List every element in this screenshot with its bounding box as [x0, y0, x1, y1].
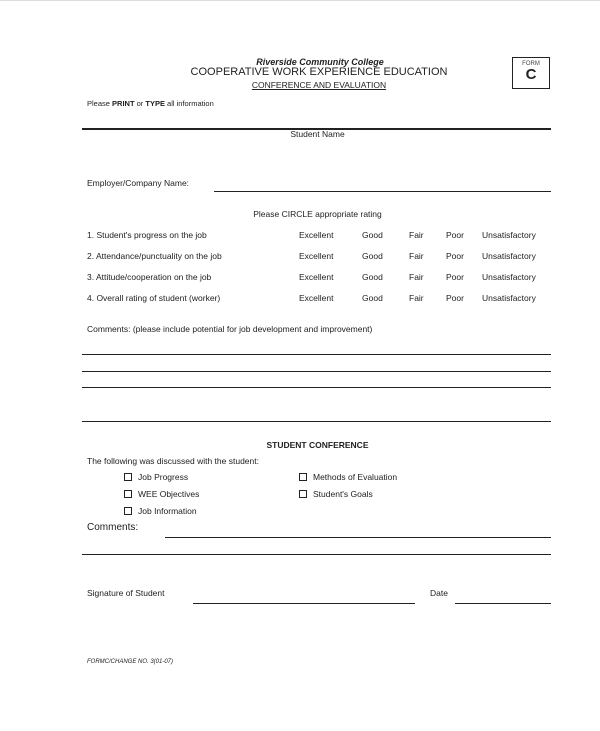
- checkbox-icon[interactable]: [299, 473, 307, 481]
- criterion-label: 2. Attendance/punctuality on the job: [87, 251, 222, 261]
- signature-line[interactable]: [193, 603, 415, 604]
- conference-title: STUDENT CONFERENCE: [266, 440, 369, 450]
- rating-option[interactable]: Good: [362, 251, 383, 261]
- employer-label: Employer/Company Name:: [87, 178, 190, 188]
- employer-line[interactable]: [214, 191, 551, 192]
- comment-line[interactable]: [82, 387, 551, 388]
- rating-option[interactable]: Good: [362, 272, 383, 282]
- checkbox-job-information[interactable]: Job Information: [124, 506, 197, 516]
- rating-option[interactable]: Poor: [446, 293, 464, 303]
- checkbox-job-progress[interactable]: Job Progress: [124, 472, 188, 482]
- comment-line[interactable]: [82, 354, 551, 355]
- rating-option[interactable]: Fair: [409, 272, 424, 282]
- checkbox-methods-of-evaluation[interactable]: Methods of Evaluation: [299, 472, 397, 482]
- rating-option[interactable]: Fair: [409, 293, 424, 303]
- comments-note: Comments: (please include potential for job development and improvement): [87, 324, 373, 334]
- rating-option[interactable]: Poor: [446, 272, 464, 282]
- criterion-label: 4. Overall rating of student (worker): [87, 293, 221, 303]
- criterion-label: 3. Attitude/cooperation on the job: [87, 272, 212, 282]
- checkbox-icon[interactable]: [124, 507, 132, 515]
- college-name: Riverside Community College: [256, 57, 384, 67]
- checkbox-icon[interactable]: [124, 473, 132, 481]
- footer-form-number: FORMC/CHANGE NO. 3(01-07): [87, 659, 174, 665]
- rating-instruction: Please CIRCLE appropriate rating: [253, 209, 382, 219]
- rating-option[interactable]: Excellent: [299, 251, 334, 261]
- form-badge: [512, 57, 550, 89]
- criterion-label: 1. Student's progress on the job: [87, 230, 207, 240]
- checkbox-icon[interactable]: [299, 490, 307, 498]
- comment-line[interactable]: [82, 554, 551, 555]
- instructions: Please PRINT or TYPE all information: [87, 99, 214, 108]
- rating-option[interactable]: Good: [362, 230, 383, 240]
- date-line[interactable]: [455, 603, 551, 604]
- rating-option[interactable]: Poor: [446, 251, 464, 261]
- student-name-label: Student Name: [290, 129, 345, 139]
- rating-option[interactable]: Excellent: [299, 230, 334, 240]
- rating-option[interactable]: Unsatisfactory: [482, 272, 536, 282]
- signature-label: Signature of Student: [87, 588, 165, 598]
- rating-option[interactable]: Fair: [409, 230, 424, 240]
- checkbox-students-goals[interactable]: Student's Goals: [299, 489, 373, 499]
- conference-intro: The following was discussed with the student:: [87, 456, 259, 466]
- comments-label: Comments:: [87, 522, 139, 533]
- form-label: FORM: [522, 61, 540, 67]
- comment-line[interactable]: [82, 371, 551, 372]
- rating-option[interactable]: Unsatisfactory: [482, 230, 536, 240]
- checkbox-wee-objectives[interactable]: WEE Objectives: [124, 489, 199, 499]
- rating-option[interactable]: Excellent: [299, 293, 334, 303]
- rating-option[interactable]: Unsatisfactory: [482, 293, 536, 303]
- date-label: Date: [430, 588, 448, 598]
- form-letter: C: [525, 66, 537, 83]
- program-title: COOPERATIVE WORK EXPERIENCE EDUCATION: [190, 66, 448, 78]
- rating-option[interactable]: Unsatisfactory: [482, 251, 536, 261]
- rating-option[interactable]: Fair: [409, 251, 424, 261]
- form-subtitle: CONFERENCE AND EVALUATION: [251, 80, 387, 90]
- rating-option[interactable]: Excellent: [299, 272, 334, 282]
- checkbox-icon[interactable]: [124, 490, 132, 498]
- rating-option[interactable]: Good: [362, 293, 383, 303]
- comment-line[interactable]: [165, 537, 551, 538]
- comment-line[interactable]: [82, 421, 551, 422]
- rating-option[interactable]: Poor: [446, 230, 464, 240]
